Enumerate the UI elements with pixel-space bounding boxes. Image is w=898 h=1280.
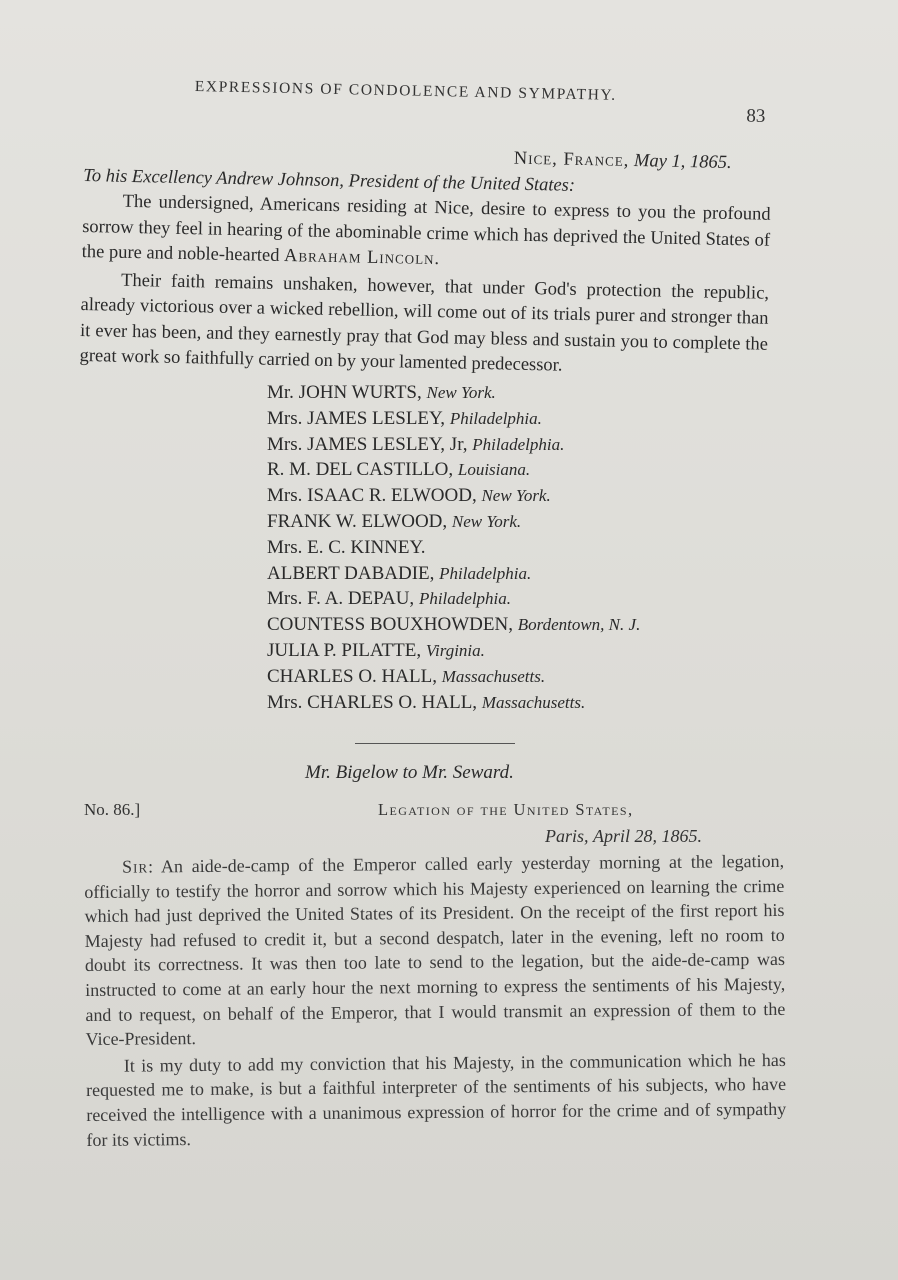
dateline-month: April 28, 1865. [593, 826, 703, 846]
signer-row [267, 690, 767, 716]
bigelow-letter [84, 849, 787, 1152]
signer-name: Mrs. F. A. DEPAU, [267, 588, 415, 610]
signatory-list [267, 380, 767, 715]
signer-place: Philadelphia. [449, 408, 542, 428]
para1-end: . [434, 249, 440, 270]
letter-title: Mr. Bigelow to Mr. Seward. [305, 762, 514, 783]
signer-place: Philadelphia. [418, 589, 512, 609]
signer-row [267, 561, 767, 587]
signer-row [267, 509, 767, 535]
signer-name: Mrs. JAMES LESLEY, [267, 407, 446, 429]
signer-name: Mr. JOHN WURTS, [267, 382, 422, 403]
section-divider [355, 743, 515, 744]
signer-place: Louisiana. [457, 460, 531, 480]
salutation: To his Excellency Andrew Johnson, President of the United States: [83, 165, 576, 196]
signer-name: ALBERT DABADIE, [267, 562, 435, 584]
signer-name: Mrs. ISAAC R. ELWOOD, [267, 485, 477, 507]
signer-name: Mrs. CHARLES O. HALL, [267, 691, 478, 713]
bigelow-paragraph-1 [84, 849, 786, 1052]
signer-name: Mrs. JAMES LESLEY, Jr, [267, 433, 468, 455]
signer-row [267, 432, 767, 458]
dateline-place: Nice, France, [513, 148, 630, 171]
signer-name: FRANK W. ELWOOD, [267, 510, 448, 532]
page-number: 83 [746, 105, 766, 127]
running-title: EXPRESSIONS OF CONDOLENCE AND SYMPATHY. [194, 78, 617, 104]
signer-name: CHARLES O. HALL, [267, 665, 437, 687]
document-number: No. 86.] [84, 800, 141, 819]
signer-row [267, 638, 767, 664]
legation-dateline [545, 826, 702, 847]
signer-place: Bordentown, N. J. [517, 615, 641, 635]
signer-row [267, 483, 767, 509]
signer-place: Virginia. [425, 640, 485, 660]
signer-row [267, 406, 767, 432]
legation-heading: Legation of the United States, [378, 800, 634, 819]
para1-text: The undersigned, Americans residing at Nice, desire to express to you the profound sorrow they feel in hearing of the abominable crime which has deprived the United States of the pure and noble-hearted [81, 191, 771, 266]
signer-name: COUNTESS BOUXHOWDEN, [267, 614, 513, 636]
signer-name: R. M. DEL CASTILLO, [267, 459, 454, 481]
signer-place: Massachusetts. [441, 666, 546, 686]
signer-name: Mrs. E. C. KINNEY. [267, 536, 426, 558]
signer-place: Philadelphia. [439, 563, 532, 583]
signer-row [267, 586, 767, 612]
signer-place: New York. [481, 486, 551, 506]
sir-salutation: Sir [122, 856, 149, 877]
dateline-city: Paris, [545, 826, 589, 846]
bigelow-paragraph-2: It is my duty to add my conviction that his Majesty, in the communication which he has requested me to make, is but a faithful interpreter of the sentiments of his subjects, who have received the intelligence with a unanimous expression of horror for the crime and of sympathy for its victims. [85, 1049, 787, 1150]
signer-place: New York. [451, 511, 522, 531]
signer-place: Massachusetts. [481, 692, 586, 712]
lincoln-name: Abraham Lincoln [283, 246, 435, 270]
dateline-date: May 1, 1865. [633, 151, 732, 174]
signer-row [267, 380, 767, 406]
signer-row [267, 612, 767, 638]
signer-row [267, 535, 767, 561]
nice-letter [79, 138, 772, 383]
signer-name: JULIA P. PILATTE, [267, 639, 422, 661]
signer-place: Philadelphia. [472, 434, 565, 454]
signer-row [267, 457, 767, 483]
signer-row [267, 664, 767, 690]
bigelow-paragraph-1-text: : An aide-de-camp of the Emperor called early yesterday morning at the legation, officially to testify the horror and sorrow which his Majesty experienced on learning the crime which had just deprived the United States of its President. On the receipt of the first report his Majesty had refused to credit it, but a second despatch, later in the evening, left no room to doubt its correctness. It was then too late to send to the legation, but the aide-de-camp was instructed to come at an early hour the next morning to express the sentiments of his Majesty, and to request, on behalf of the Emperor, that I would transmit an expression of them to the Vice-President. [84, 850, 786, 1050]
running-header [194, 78, 775, 127]
signer-place: New York. [426, 383, 496, 402]
nice-paragraph-1 [81, 189, 770, 279]
nice-paragraph-2: Their faith remains unshaken, however, that under God's protection the republic, already victorious over a wicked rebellion, will come out of its trials purer and stronger than it ever has been, and they earnestly pray that God may bless and sustain you to complete the great work so faithfully carried on by your lamented predecessor. [79, 270, 770, 376]
